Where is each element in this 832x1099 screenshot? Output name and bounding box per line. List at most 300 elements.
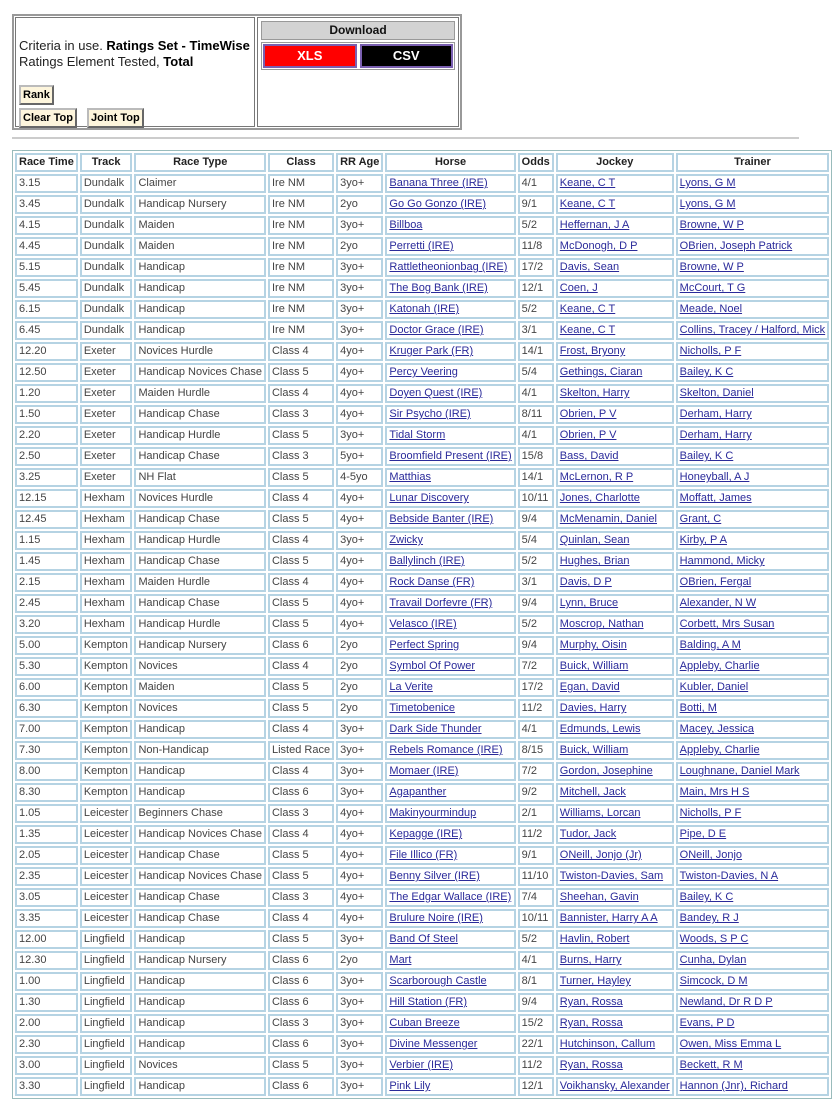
- table-row: [15, 279, 829, 298]
- horse-link[interactable]: Timetobenice: [389, 702, 456, 714]
- trainer-link[interactable]: Corbett, Mrs Susan: [679, 618, 775, 630]
- cell-jockey: [556, 699, 674, 718]
- cell-jockey: [556, 762, 674, 781]
- cell-odds: 5/2: [518, 216, 554, 235]
- horse-link[interactable]: Agapanther: [389, 786, 447, 798]
- cell-odds: 9/4: [518, 636, 554, 655]
- jockey-link[interactable]: Bass, David: [559, 450, 619, 462]
- cell-horse: [385, 426, 515, 445]
- cell-track: Dundalk: [80, 174, 133, 193]
- cell-race-time: 7.30: [15, 741, 78, 760]
- cell-trainer: [676, 447, 829, 466]
- cell-odds: 8/15: [518, 741, 554, 760]
- cell-rr-age: 3yo+: [336, 258, 383, 277]
- trainer-link[interactable]: Meade, Noel: [679, 303, 743, 315]
- cell-track: Exeter: [80, 426, 133, 445]
- cell-odds: 2/1: [518, 804, 554, 823]
- jockey-link[interactable]: Ryan, Rossa: [559, 1017, 623, 1029]
- cell-race-time: 5.15: [15, 258, 78, 277]
- cell-jockey: [556, 216, 674, 235]
- cell-trainer: [676, 384, 829, 403]
- trainer-link[interactable]: Bandey, R J: [679, 912, 739, 924]
- trainer-link[interactable]: ONeill, Jonjo: [679, 849, 743, 861]
- cell-rr-age: 4-5yo: [336, 468, 383, 487]
- jockey-link[interactable]: Moscrop, Nathan: [559, 618, 644, 630]
- horse-link[interactable]: Perfect Spring: [389, 639, 460, 651]
- cell-rr-age: 3yo+: [336, 993, 383, 1012]
- table-row: [15, 1077, 829, 1096]
- trainer-link[interactable]: Hammond, Micky: [679, 555, 765, 567]
- cell-jockey: [556, 426, 674, 445]
- cell-trainer: [676, 615, 829, 634]
- cell-track: Lingfield: [80, 1035, 133, 1054]
- trainer-link[interactable]: Nicholls, P F: [679, 345, 742, 357]
- trainer-link[interactable]: Browne, W P: [679, 219, 744, 231]
- cell-race-time: 3.20: [15, 615, 78, 634]
- cell-race-type: Handicap: [134, 930, 266, 949]
- jockey-link[interactable]: Gordon, Josephine: [559, 765, 653, 777]
- trainer-link[interactable]: OBrien, Joseph Patrick: [679, 240, 793, 252]
- trainer-link[interactable]: Derham, Harry: [679, 408, 752, 420]
- table-row: [15, 573, 829, 592]
- cell-horse: [385, 279, 515, 298]
- cell-race-type: Maiden Hurdle: [134, 573, 266, 592]
- cell-trainer: [676, 951, 829, 970]
- cell-track: Lingfield: [80, 1056, 133, 1075]
- cell-trainer: [676, 594, 829, 613]
- jockey-link[interactable]: Murphy, Oisin: [559, 639, 627, 651]
- horse-link[interactable]: Velasco (IRE): [389, 618, 457, 630]
- joint-top-button[interactable]: Joint Top: [87, 108, 144, 128]
- trainer-link[interactable]: Hannon (Jnr), Richard: [679, 1080, 788, 1092]
- jockey-link[interactable]: Williams, Lorcan: [559, 807, 641, 819]
- table-row: [15, 657, 829, 676]
- horse-link[interactable]: Kepagge (IRE): [389, 828, 463, 840]
- cell-race-time: 2.15: [15, 573, 78, 592]
- cell-race-time: 1.15: [15, 531, 78, 550]
- cell-horse: [385, 699, 515, 718]
- jockey-link[interactable]: Ryan, Rossa: [559, 996, 623, 1008]
- cell-rr-age: 3yo+: [336, 426, 383, 445]
- cell-trainer: [676, 699, 829, 718]
- cell-odds: 10/11: [518, 489, 554, 508]
- trainer-link[interactable]: Lyons, G M: [679, 177, 736, 189]
- jockey-link[interactable]: Twiston-Davies, Sam: [559, 870, 664, 882]
- horse-link[interactable]: Hill Station (FR): [389, 996, 468, 1008]
- horse-link[interactable]: Rebels Romance (IRE): [389, 744, 503, 756]
- jockey-link[interactable]: Davis, Sean: [559, 261, 620, 273]
- cell-jockey: [556, 741, 674, 760]
- trainer-link[interactable]: Balding, A M: [679, 639, 741, 651]
- cell-race-time: 5.45: [15, 279, 78, 298]
- cell-class: Class 6: [268, 636, 334, 655]
- jockey-link[interactable]: Keane, C T: [559, 303, 616, 315]
- table-row: [15, 762, 829, 781]
- cell-race-type: Handicap Hurdle: [134, 615, 266, 634]
- trainer-link[interactable]: Appleby, Charlie: [679, 744, 760, 756]
- horse-link[interactable]: Rattletheonionbag (IRE): [389, 261, 508, 273]
- cell-rr-age: 4yo+: [336, 867, 383, 886]
- cell-track: Exeter: [80, 468, 133, 487]
- horse-link[interactable]: Lunar Discovery: [389, 492, 469, 504]
- cell-race-time: 2.45: [15, 594, 78, 613]
- jockey-link[interactable]: Jones, Charlotte: [559, 492, 640, 504]
- cell-race-time: 12.30: [15, 951, 78, 970]
- cell-jockey: [556, 720, 674, 739]
- horse-link[interactable]: Symbol Of Power: [389, 660, 475, 672]
- cell-rr-age: 4yo+: [336, 489, 383, 508]
- cell-rr-age: 4yo+: [336, 888, 383, 907]
- cell-odds: 10/11: [518, 909, 554, 928]
- horse-link[interactable]: Pink Lily: [389, 1080, 431, 1092]
- cell-odds: 4/1: [518, 951, 554, 970]
- horse-link[interactable]: Mart: [389, 954, 412, 966]
- table-row: [15, 930, 829, 949]
- cell-odds: 11/2: [518, 1056, 554, 1075]
- trainer-link[interactable]: Lyons, G M: [679, 198, 736, 210]
- cell-jockey: [556, 846, 674, 865]
- horse-link[interactable]: Momaer (IRE): [389, 765, 459, 777]
- trainer-link[interactable]: Bailey, K C: [679, 366, 734, 378]
- horse-link[interactable]: File Illico (FR): [389, 849, 458, 861]
- table-row: [15, 804, 829, 823]
- jockey-link[interactable]: Quinlan, Sean: [559, 534, 630, 546]
- cell-jockey: [556, 825, 674, 844]
- cell-race-time: 2.50: [15, 447, 78, 466]
- trainer-link[interactable]: OBrien, Fergal: [679, 576, 752, 588]
- cell-jockey: [556, 321, 674, 340]
- cell-trainer: [676, 174, 829, 193]
- jockey-link[interactable]: Keane, C T: [559, 177, 616, 189]
- horse-link[interactable]: The Edgar Wallace (IRE): [389, 891, 512, 903]
- horse-link[interactable]: Travail Dorfevre (FR): [389, 597, 493, 609]
- cell-track: Kempton: [80, 783, 133, 802]
- horse-link[interactable]: Makinyourmindup: [389, 807, 477, 819]
- cell-race-type: Handicap Novices Chase: [134, 363, 266, 382]
- cell-jockey: [556, 1035, 674, 1054]
- cell-race-type: Handicap: [134, 279, 266, 298]
- cell-track: Leicester: [80, 888, 133, 907]
- cell-race-time: 1.35: [15, 825, 78, 844]
- horse-link[interactable]: Kruger Park (FR): [389, 345, 474, 357]
- jockey-link[interactable]: Havlin, Robert: [559, 933, 630, 945]
- cell-race-type: Handicap Chase: [134, 594, 266, 613]
- horse-link[interactable]: Doctor Grace (IRE): [389, 324, 484, 336]
- jockey-link[interactable]: Edmunds, Lewis: [559, 723, 641, 735]
- cell-rr-age: 5yo+: [336, 447, 383, 466]
- download-title: Download: [261, 21, 455, 40]
- cell-odds: 8/11: [518, 405, 554, 424]
- cell-horse: [385, 552, 515, 571]
- table-row: [15, 468, 829, 487]
- jockey-link[interactable]: Davis, D P: [559, 576, 612, 588]
- trainer-link[interactable]: Derham, Harry: [679, 429, 752, 441]
- horse-link[interactable]: Go Go Gonzo (IRE): [389, 198, 486, 210]
- criteria-panel: [12, 14, 462, 130]
- cell-horse: [385, 510, 515, 529]
- horse-link[interactable]: Percy Veering: [389, 366, 458, 378]
- cell-jockey: [556, 300, 674, 319]
- rank-button[interactable]: Rank: [19, 85, 54, 105]
- cell-class: Listed Race: [268, 741, 334, 760]
- cell-odds: 11/8: [518, 237, 554, 256]
- cell-trainer: [676, 804, 829, 823]
- cell-race-time: 8.30: [15, 783, 78, 802]
- jockey-link[interactable]: Heffernan, J A: [559, 219, 630, 231]
- cell-race-time: 3.35: [15, 909, 78, 928]
- trainer-link[interactable]: Collins, Tracey / Halford, Mick: [679, 324, 826, 336]
- trainer-link[interactable]: Bailey, K C: [679, 891, 734, 903]
- jockey-link[interactable]: Turner, Hayley: [559, 975, 631, 987]
- trainer-link[interactable]: Twiston-Davies, N A: [679, 870, 779, 882]
- horse-link[interactable]: Matthias: [389, 471, 431, 483]
- jockey-link[interactable]: Davies, Harry: [559, 702, 627, 714]
- jockey-link[interactable]: Obrien, P V: [559, 429, 617, 441]
- table-row: [15, 636, 829, 655]
- cell-class: Class 6: [268, 993, 334, 1012]
- horse-link[interactable]: Zwicky: [389, 534, 424, 546]
- cell-track: Exeter: [80, 384, 133, 403]
- jockey-link[interactable]: Burns, Harry: [559, 954, 622, 966]
- cell-race-type: Maiden: [134, 237, 266, 256]
- jockey-link[interactable]: Egan, David: [559, 681, 620, 693]
- cell-jockey: [556, 258, 674, 277]
- horse-link[interactable]: Band Of Steel: [389, 933, 458, 945]
- cell-trainer: [676, 993, 829, 1012]
- horse-link[interactable]: Doyen Quest (IRE): [389, 387, 483, 399]
- trainer-link[interactable]: Beckett, R M: [679, 1059, 743, 1071]
- trainer-link[interactable]: Macey, Jessica: [679, 723, 755, 735]
- cell-track: Hexham: [80, 489, 133, 508]
- jockey-link[interactable]: Bannister, Harry A A: [559, 912, 658, 924]
- cell-race-time: 6.00: [15, 678, 78, 697]
- jockey-link[interactable]: Lynn, Bruce: [559, 597, 619, 609]
- jockey-link[interactable]: McDonogh, D P: [559, 240, 638, 252]
- xls-download-button[interactable]: XLS: [263, 44, 357, 68]
- jockey-link[interactable]: Sheehan, Gavin: [559, 891, 639, 903]
- cell-race-type: Handicap Nursery: [134, 636, 266, 655]
- cell-track: Dundalk: [80, 258, 133, 277]
- divider: [12, 137, 799, 139]
- horse-link[interactable]: The Bog Bank (IRE): [389, 282, 488, 294]
- trainer-link[interactable]: Owen, Miss Emma L: [679, 1038, 782, 1050]
- jockey-link[interactable]: Skelton, Harry: [559, 387, 630, 399]
- trainer-link[interactable]: Botti, M: [679, 702, 717, 714]
- jockey-link[interactable]: Mitchell, Jack: [559, 786, 626, 798]
- cell-class: Class 4: [268, 825, 334, 844]
- horse-link[interactable]: Divine Messenger: [389, 1038, 478, 1050]
- cell-jockey: [556, 951, 674, 970]
- cell-rr-age: 2yo: [336, 657, 383, 676]
- horse-link[interactable]: Benny Silver (IRE): [389, 870, 480, 882]
- horse-link[interactable]: Cuban Breeze: [389, 1017, 460, 1029]
- cell-race-time: 3.15: [15, 174, 78, 193]
- trainer-link[interactable]: Newland, Dr R D P: [679, 996, 773, 1008]
- table-row: [15, 174, 829, 193]
- cell-rr-age: 3yo+: [336, 972, 383, 991]
- jockey-link[interactable]: Frost, Bryony: [559, 345, 626, 357]
- cell-track: Hexham: [80, 573, 133, 592]
- download-panel: [257, 17, 459, 127]
- trainer-link[interactable]: McCourt, T G: [679, 282, 746, 294]
- trainer-link[interactable]: Evans, P D: [679, 1017, 735, 1029]
- jockey-link[interactable]: Hutchinson, Callum: [559, 1038, 656, 1050]
- horse-link[interactable]: Katonah (IRE): [389, 303, 460, 315]
- cell-jockey: [556, 804, 674, 823]
- jockey-link[interactable]: Buick, William: [559, 660, 629, 672]
- cell-odds: 17/2: [518, 258, 554, 277]
- trainer-link[interactable]: Grant, C: [679, 513, 722, 525]
- cell-track: Dundalk: [80, 195, 133, 214]
- table-row: [15, 237, 829, 256]
- cell-track: Kempton: [80, 741, 133, 760]
- cell-class: Class 5: [268, 678, 334, 697]
- horse-link[interactable]: Brulure Noire (IRE): [389, 912, 483, 924]
- cell-trainer: [676, 321, 829, 340]
- jockey-link[interactable]: Keane, C T: [559, 198, 616, 210]
- table-row: [15, 783, 829, 802]
- cell-track: Kempton: [80, 699, 133, 718]
- cell-class: Class 5: [268, 867, 334, 886]
- jockey-link[interactable]: ONeill, Jonjo (Jr): [559, 849, 642, 861]
- table-row: [15, 699, 829, 718]
- horse-link[interactable]: Ballylinch (IRE): [389, 555, 465, 567]
- jockey-link[interactable]: Gethings, Ciaran: [559, 366, 643, 378]
- horse-link[interactable]: Bebside Banter (IRE): [389, 513, 494, 525]
- cell-jockey: [556, 636, 674, 655]
- cell-horse: [385, 972, 515, 991]
- horse-link[interactable]: Verbier (IRE): [389, 1059, 453, 1071]
- jockey-link[interactable]: Tudor, Jack: [559, 828, 617, 840]
- cell-odds: 5/2: [518, 930, 554, 949]
- cell-jockey: [556, 888, 674, 907]
- clear-top-button[interactable]: Clear Top: [19, 108, 77, 128]
- cell-class: Ire NM: [268, 216, 334, 235]
- cell-class: Class 4: [268, 531, 334, 550]
- jockey-link[interactable]: McMenamin, Daniel: [559, 513, 657, 525]
- jockey-link[interactable]: Voikhansky, Alexander: [559, 1080, 670, 1092]
- table-row: [15, 426, 829, 445]
- cell-odds: 15/8: [518, 447, 554, 466]
- cell-odds: 5/2: [518, 552, 554, 571]
- cell-race-type: Handicap Chase: [134, 909, 266, 928]
- horse-link[interactable]: Tidal Storm: [389, 429, 446, 441]
- cell-class: Class 4: [268, 342, 334, 361]
- trainer-link[interactable]: Moffatt, James: [679, 492, 752, 504]
- cell-class: Class 5: [268, 615, 334, 634]
- trainer-link[interactable]: Appleby, Charlie: [679, 660, 760, 672]
- cell-rr-age: 4yo+: [336, 384, 383, 403]
- cell-odds: 4/1: [518, 174, 554, 193]
- cell-class: Class 5: [268, 468, 334, 487]
- trainer-link[interactable]: Honeyball, A J: [679, 471, 750, 483]
- horse-link[interactable]: Sir Psycho (IRE): [389, 408, 471, 420]
- jockey-link[interactable]: Hughes, Brian: [559, 555, 630, 567]
- cell-track: Lingfield: [80, 1077, 133, 1096]
- header-track: Track: [80, 153, 133, 172]
- table-row: [15, 447, 829, 466]
- jockey-link[interactable]: Coen, J: [559, 282, 598, 294]
- cell-race-type: Handicap Hurdle: [134, 426, 266, 445]
- cell-trainer: [676, 342, 829, 361]
- trainer-link[interactable]: Loughnane, Daniel Mark: [679, 765, 800, 777]
- cell-race-time: 3.45: [15, 195, 78, 214]
- jockey-link[interactable]: Buick, William: [559, 744, 629, 756]
- jockey-link[interactable]: Ryan, Rossa: [559, 1059, 623, 1071]
- cell-horse: [385, 1077, 515, 1096]
- trainer-link[interactable]: Main, Mrs H S: [679, 786, 750, 798]
- cell-rr-age: 2yo: [336, 237, 383, 256]
- horse-link[interactable]: Rock Danse (FR): [389, 576, 475, 588]
- cell-odds: 9/4: [518, 993, 554, 1012]
- horse-link[interactable]: Billboa: [389, 219, 423, 231]
- cell-jockey: [556, 405, 674, 424]
- trainer-link[interactable]: Kirby, P A: [679, 534, 727, 546]
- cell-class: Class 5: [268, 552, 334, 571]
- cell-rr-age: 3yo+: [336, 279, 383, 298]
- cell-race-type: Handicap: [134, 1035, 266, 1054]
- cell-class: Class 4: [268, 573, 334, 592]
- cell-track: Lingfield: [80, 993, 133, 1012]
- horse-link[interactable]: Broomfield Present (IRE): [389, 450, 512, 462]
- trainer-link[interactable]: Woods, S P C: [679, 933, 749, 945]
- horse-link[interactable]: Banana Three (IRE): [389, 177, 488, 189]
- cell-track: Exeter: [80, 405, 133, 424]
- trainer-link[interactable]: Skelton, Daniel: [679, 387, 754, 399]
- cell-race-type: Handicap Chase: [134, 888, 266, 907]
- jockey-link[interactable]: Keane, C T: [559, 324, 616, 336]
- trainer-link[interactable]: Alexander, N W: [679, 597, 757, 609]
- trainer-link[interactable]: Cunha, Dylan: [679, 954, 747, 966]
- cell-race-type: Handicap: [134, 993, 266, 1012]
- cell-rr-age: 4yo+: [336, 552, 383, 571]
- cell-trainer: [676, 489, 829, 508]
- cell-track: Kempton: [80, 762, 133, 781]
- header-rr-age: RR Age: [336, 153, 383, 172]
- csv-download-button[interactable]: CSV: [360, 44, 454, 68]
- horse-link[interactable]: Perretti (IRE): [389, 240, 454, 252]
- trainer-link[interactable]: Browne, W P: [679, 261, 744, 273]
- table-row: [15, 951, 829, 970]
- header-horse: Horse: [385, 153, 515, 172]
- horse-link[interactable]: Scarborough Castle: [389, 975, 487, 987]
- horse-link[interactable]: La Verite: [389, 681, 433, 693]
- cell-class: Ire NM: [268, 321, 334, 340]
- jockey-link[interactable]: Obrien, P V: [559, 408, 617, 420]
- cell-horse: [385, 888, 515, 907]
- cell-trainer: [676, 636, 829, 655]
- trainer-link[interactable]: Pipe, D E: [679, 828, 727, 840]
- cell-jockey: [556, 174, 674, 193]
- table-row: [15, 363, 829, 382]
- cell-horse: [385, 258, 515, 277]
- trainer-link[interactable]: Simcock, D M: [679, 975, 748, 987]
- cell-class: Class 5: [268, 1056, 334, 1075]
- jockey-link[interactable]: McLernon, R P: [559, 471, 634, 483]
- cell-trainer: [676, 888, 829, 907]
- cell-jockey: [556, 594, 674, 613]
- horse-link[interactable]: Dark Side Thunder: [389, 723, 482, 735]
- cell-trainer: [676, 279, 829, 298]
- trainer-link[interactable]: Nicholls, P F: [679, 807, 742, 819]
- cell-odds: 12/1: [518, 1077, 554, 1096]
- cell-jockey: [556, 468, 674, 487]
- cell-class: Class 6: [268, 951, 334, 970]
- trainer-link[interactable]: Bailey, K C: [679, 450, 734, 462]
- cell-horse: [385, 405, 515, 424]
- trainer-link[interactable]: Kubler, Daniel: [679, 681, 749, 693]
- cell-odds: 7/2: [518, 762, 554, 781]
